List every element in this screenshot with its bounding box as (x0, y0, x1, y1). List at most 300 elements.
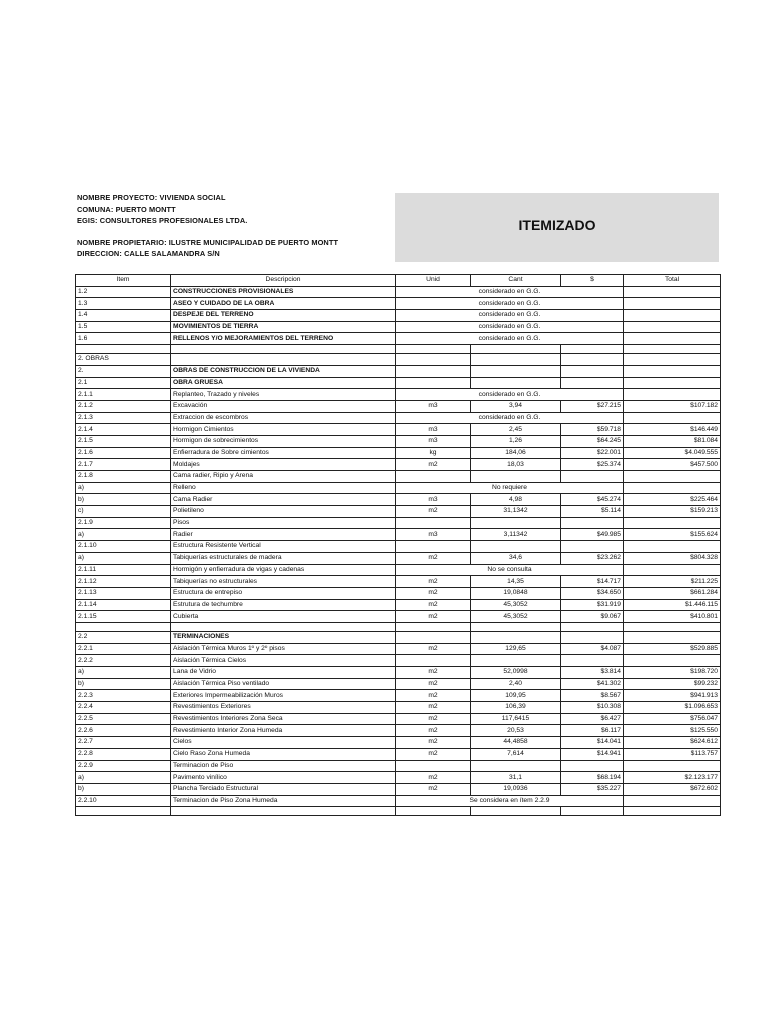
total-cell: $804.328 (624, 552, 721, 564)
description-cell: Pavimento vinílico (171, 772, 396, 784)
price-cell (561, 377, 624, 389)
price-cell: $41.302 (561, 678, 624, 690)
unit-cell (396, 517, 471, 529)
unit-cell: m3 (396, 424, 471, 436)
item-cell: 2. OBRAS (76, 354, 171, 366)
price-cell: $8.567 (561, 690, 624, 702)
quantity-cell: 45,3052 (471, 611, 561, 623)
table-row (76, 737, 721, 749)
table-row (76, 587, 721, 599)
table-header-row (76, 275, 721, 287)
unit-cell: m2 (396, 506, 471, 518)
price-cell: $14.041 (561, 737, 624, 749)
col-unid: Unid (396, 275, 471, 287)
item-cell: 2.2.8 (76, 748, 171, 760)
empty-cell (561, 807, 624, 816)
table-row (76, 459, 721, 471)
empty-cell (624, 622, 721, 631)
table-row (76, 725, 721, 737)
item-cell: a) (76, 667, 171, 679)
total-cell: $2.123.177 (624, 772, 721, 784)
table-row (76, 435, 721, 447)
total-cell (624, 471, 721, 483)
price-cell: $14.941 (561, 748, 624, 760)
unit-cell (396, 354, 471, 366)
quantity-cell: 45,3052 (471, 599, 561, 611)
description-cell: Replanteo, Trazado y niveles (171, 389, 396, 401)
description-cell: CONSTRUCCIONES PROVISIONALES (171, 286, 396, 298)
col-item: Item (76, 275, 171, 287)
quantity-cell: 19,0936 (471, 783, 561, 795)
table-row (76, 365, 721, 377)
note-cell: considerado en G.G. (396, 333, 624, 345)
table-row (76, 286, 721, 298)
item-cell: a) (76, 482, 171, 494)
description-cell: MOVIMIENTOS DE TIERRA (171, 321, 396, 333)
item-cell: 2.2.4 (76, 702, 171, 714)
item-cell: 1.4 (76, 310, 171, 322)
table-row (76, 447, 721, 459)
total-cell: $211.225 (624, 576, 721, 588)
empty-cell (171, 622, 396, 631)
price-cell: $49.985 (561, 529, 624, 541)
table-row (76, 377, 721, 389)
quantity-cell: 4,98 (471, 494, 561, 506)
empty-cell (561, 345, 624, 354)
unit-cell: m2 (396, 459, 471, 471)
total-cell: $672.602 (624, 783, 721, 795)
price-cell: $6.427 (561, 713, 624, 725)
empty-cell (76, 345, 171, 354)
quantity-cell (471, 517, 561, 529)
note-cell: considerado en G.G. (396, 389, 624, 401)
item-cell: 1.2 (76, 286, 171, 298)
price-cell (561, 354, 624, 366)
comuna: COMUNA: PUERTO MONTT (77, 204, 176, 214)
itemizado-table (75, 274, 721, 816)
table-row (76, 760, 721, 772)
total-cell (624, 310, 721, 322)
table-row (76, 678, 721, 690)
description-cell: Relleno (171, 482, 396, 494)
quantity-cell: 7,614 (471, 748, 561, 760)
description-cell: Lana de Vidrio (171, 667, 396, 679)
unit-cell: m2 (396, 611, 471, 623)
total-cell: $99.232 (624, 678, 721, 690)
total-cell (624, 541, 721, 553)
total-cell (624, 354, 721, 366)
price-cell: $35.227 (561, 783, 624, 795)
price-cell (561, 517, 624, 529)
empty-cell (171, 807, 396, 816)
description-cell: Plancha Terciado Estructural (171, 783, 396, 795)
total-cell: $457.500 (624, 459, 721, 471)
description-cell: Aislación Térmica Piso ventilado (171, 678, 396, 690)
description-cell: OBRA GRUESA (171, 377, 396, 389)
table-row (76, 611, 721, 623)
project-info (77, 192, 338, 260)
quantity-cell (471, 631, 561, 643)
price-cell: $59.718 (561, 424, 624, 436)
quantity-cell: 2,45 (471, 424, 561, 436)
description-cell: Moldajes (171, 459, 396, 471)
total-cell: $756.047 (624, 713, 721, 725)
total-cell (624, 564, 721, 576)
description-cell: Estrutura de techumbre (171, 599, 396, 611)
note-cell: considerado en G.G. (396, 321, 624, 333)
quantity-cell: 18,03 (471, 459, 561, 471)
total-cell: $225.464 (624, 494, 721, 506)
description-cell: Cubierta (171, 611, 396, 623)
total-cell (624, 365, 721, 377)
quantity-cell (471, 377, 561, 389)
quantity-cell: 44,4858 (471, 737, 561, 749)
quantity-cell: 31,1342 (471, 506, 561, 518)
description-cell: Revestimientos Interiores Zona Seca (171, 713, 396, 725)
item-cell: 2.2.10 (76, 795, 171, 807)
table-row (76, 389, 721, 401)
quantity-cell (471, 471, 561, 483)
table-row (76, 345, 721, 354)
item-cell: 2.1 (76, 377, 171, 389)
empty-cell (76, 807, 171, 816)
unit-cell: m2 (396, 725, 471, 737)
item-cell: b) (76, 678, 171, 690)
unit-cell: m3 (396, 400, 471, 412)
description-cell: Estructura de entrepiso (171, 587, 396, 599)
item-cell: 1.5 (76, 321, 171, 333)
table-body (76, 286, 721, 816)
quantity-cell: 117,6415 (471, 713, 561, 725)
table-row (76, 713, 721, 725)
price-cell: $22.001 (561, 447, 624, 459)
table-row (76, 333, 721, 345)
total-cell: $159.213 (624, 506, 721, 518)
price-cell: $34.650 (561, 587, 624, 599)
total-cell: $529.885 (624, 643, 721, 655)
empty-cell (471, 807, 561, 816)
table-row (76, 655, 721, 667)
item-cell: 1.6 (76, 333, 171, 345)
description-cell: Cama radier, Ripio y Arena (171, 471, 396, 483)
unit-cell (396, 631, 471, 643)
total-cell (624, 795, 721, 807)
quantity-cell: 1,26 (471, 435, 561, 447)
col-price: $ (561, 275, 624, 287)
description-cell: Tabiquerías no estructurales (171, 576, 396, 588)
egis: EGIS: CONSULTORES PROFESIONALES LTDA. (77, 216, 248, 225)
note-cell: considerado en G.G. (396, 310, 624, 322)
quantity-cell (471, 541, 561, 553)
quantity-cell: 3,94 (471, 400, 561, 412)
empty-cell (471, 622, 561, 631)
total-cell (624, 517, 721, 529)
description-cell: Cama Radier (171, 494, 396, 506)
quantity-cell: 14,35 (471, 576, 561, 588)
item-cell: a) (76, 552, 171, 564)
description-cell: Estructura Resistente Vertical (171, 541, 396, 553)
empty-cell (471, 345, 561, 354)
description-cell: Hormigon Cimientos (171, 424, 396, 436)
total-cell: $4.049.555 (624, 447, 721, 459)
table-row (76, 643, 721, 655)
table-row (76, 494, 721, 506)
table-row (76, 783, 721, 795)
table-row (76, 298, 721, 310)
item-cell: 2.2.3 (76, 690, 171, 702)
quantity-cell: 3,11342 (471, 529, 561, 541)
price-cell: $25.374 (561, 459, 624, 471)
price-cell: $14.717 (561, 576, 624, 588)
unit-cell (396, 655, 471, 667)
note-cell: considerado en G.G. (396, 412, 624, 424)
quantity-cell: 2,40 (471, 678, 561, 690)
table-row (76, 631, 721, 643)
unit-cell (396, 377, 471, 389)
total-cell: $113.757 (624, 748, 721, 760)
description-cell: RELLENOS Y/O MEJORAMIENTOS DEL TERRENO (171, 333, 396, 345)
quantity-cell (471, 354, 561, 366)
total-cell (624, 377, 721, 389)
quantity-cell: 184,06 (471, 447, 561, 459)
description-cell (171, 354, 396, 366)
price-cell: $68.194 (561, 772, 624, 784)
description-cell: Terminacion de Piso Zona Humeda (171, 795, 396, 807)
total-cell (624, 412, 721, 424)
item-cell: 2.2.6 (76, 725, 171, 737)
unit-cell: m2 (396, 737, 471, 749)
price-cell (561, 471, 624, 483)
item-cell: 2.1.8 (76, 471, 171, 483)
table-row (76, 772, 721, 784)
price-cell: $64.245 (561, 435, 624, 447)
col-descripcion: Descripcion (171, 275, 396, 287)
table-row (76, 795, 721, 807)
item-cell: 2.2.2 (76, 655, 171, 667)
unit-cell: m2 (396, 576, 471, 588)
table-row (76, 552, 721, 564)
total-cell (624, 655, 721, 667)
description-cell: Extraccion de escombros (171, 412, 396, 424)
unit-cell: m2 (396, 599, 471, 611)
item-cell: a) (76, 772, 171, 784)
price-cell: $10.308 (561, 702, 624, 714)
unit-cell: m2 (396, 748, 471, 760)
empty-cell (396, 345, 471, 354)
total-cell (624, 631, 721, 643)
table-row (76, 807, 721, 816)
total-cell: $1.096.653 (624, 702, 721, 714)
page-title: ITEMIZADO (518, 217, 596, 233)
note-cell: No se consulta (396, 564, 624, 576)
description-cell: DESPEJE DEL TERRENO (171, 310, 396, 322)
total-cell: $107.182 (624, 400, 721, 412)
unit-cell: kg (396, 447, 471, 459)
total-cell: $661.284 (624, 587, 721, 599)
total-cell (624, 333, 721, 345)
description-cell: Terminacion de Piso (171, 760, 396, 772)
description-cell: Cielo Raso Zona Humeda (171, 748, 396, 760)
item-cell: 2.1.14 (76, 599, 171, 611)
table-row (76, 702, 721, 714)
item-cell: 1.3 (76, 298, 171, 310)
price-cell (561, 760, 624, 772)
table-row (76, 310, 721, 322)
item-cell: 2.2.7 (76, 737, 171, 749)
unit-cell: m3 (396, 494, 471, 506)
note-cell: considerado en G.G. (396, 298, 624, 310)
price-cell (561, 365, 624, 377)
table-row (76, 412, 721, 424)
unit-cell: m2 (396, 783, 471, 795)
total-cell: $125.550 (624, 725, 721, 737)
total-cell (624, 760, 721, 772)
item-cell: 2.2.5 (76, 713, 171, 725)
note-cell: Se considera en ítem 2.2.9 (396, 795, 624, 807)
item-cell: 2.1.4 (76, 424, 171, 436)
unit-cell: m2 (396, 667, 471, 679)
price-cell: $45.274 (561, 494, 624, 506)
table-row (76, 424, 721, 436)
price-cell (561, 631, 624, 643)
table-row (76, 354, 721, 366)
description-cell: Radier (171, 529, 396, 541)
owner-name: NOMBRE PROPIETARIO: ILUSTRE MUNICIPALIDAD DE PUERTO MONTT (77, 237, 339, 247)
quantity-cell: 109,95 (471, 690, 561, 702)
table-row (76, 482, 721, 494)
quantity-cell: 52,0998 (471, 667, 561, 679)
item-cell: b) (76, 494, 171, 506)
total-cell: $146.449 (624, 424, 721, 436)
table-row (76, 599, 721, 611)
total-cell (624, 286, 721, 298)
empty-cell (76, 622, 171, 631)
table-row (76, 748, 721, 760)
table-row (76, 506, 721, 518)
price-cell: $3.814 (561, 667, 624, 679)
table-row (76, 622, 721, 631)
empty-cell (171, 345, 396, 354)
col-cant: Cant (471, 275, 561, 287)
description-cell: Aislación Térmica Cielos (171, 655, 396, 667)
empty-cell (624, 345, 721, 354)
quantity-cell: 129,65 (471, 643, 561, 655)
unit-cell (396, 760, 471, 772)
address: DIRECCION: CALLE SALAMANDRA S/N (77, 249, 220, 258)
price-cell (561, 541, 624, 553)
unit-cell: m2 (396, 678, 471, 690)
item-cell: c) (76, 506, 171, 518)
empty-cell (561, 622, 624, 631)
price-cell: $31.919 (561, 599, 624, 611)
item-cell: 2.2.9 (76, 760, 171, 772)
description-cell: Excavación (171, 400, 396, 412)
title-box (395, 193, 719, 262)
total-cell: $941.913 (624, 690, 721, 702)
item-cell: 2.1.3 (76, 412, 171, 424)
price-cell: $4.087 (561, 643, 624, 655)
empty-cell (396, 807, 471, 816)
quantity-cell: 19,0848 (471, 587, 561, 599)
quantity-cell (471, 760, 561, 772)
unit-cell: m2 (396, 713, 471, 725)
table-row (76, 529, 721, 541)
item-cell: 2.2.1 (76, 643, 171, 655)
unit-cell: m3 (396, 435, 471, 447)
empty-cell (624, 807, 721, 816)
description-cell: Cielos (171, 737, 396, 749)
unit-cell: m3 (396, 529, 471, 541)
item-cell: 2.1.11 (76, 564, 171, 576)
unit-cell: m2 (396, 690, 471, 702)
unit-cell (396, 541, 471, 553)
quantity-cell (471, 655, 561, 667)
table-row (76, 400, 721, 412)
description-cell: Revestimiento Interior Zona Humeda (171, 725, 396, 737)
description-cell: Polietileno (171, 506, 396, 518)
total-cell: $198.720 (624, 667, 721, 679)
price-cell: $6.117 (561, 725, 624, 737)
item-cell: 2. (76, 365, 171, 377)
item-cell: 2.1.12 (76, 576, 171, 588)
item-cell: a) (76, 529, 171, 541)
price-cell: $23.262 (561, 552, 624, 564)
price-cell (561, 655, 624, 667)
unit-cell (396, 471, 471, 483)
table-row (76, 576, 721, 588)
col-total: Total (624, 275, 721, 287)
item-cell: 2.2 (76, 631, 171, 643)
table-row (76, 667, 721, 679)
quantity-cell: 31,1 (471, 772, 561, 784)
table-row (76, 321, 721, 333)
total-cell (624, 298, 721, 310)
item-cell: 2.1.7 (76, 459, 171, 471)
description-cell: ASEO Y CUIDADO DE LA OBRA (171, 298, 396, 310)
unit-cell: m2 (396, 587, 471, 599)
total-cell: $410.801 (624, 611, 721, 623)
total-cell (624, 321, 721, 333)
price-cell: $9.067 (561, 611, 624, 623)
table-row (76, 690, 721, 702)
price-cell: $27.215 (561, 400, 624, 412)
project-name: NOMBRE PROYECTO: VIVIENDA SOCIAL (77, 193, 226, 202)
item-cell: 2.1.15 (76, 611, 171, 623)
quantity-cell: 106,39 (471, 702, 561, 714)
description-cell: Exteriores Impermeabilización Muros (171, 690, 396, 702)
unit-cell: m2 (396, 643, 471, 655)
table-row (76, 517, 721, 529)
description-cell: Hormigón y enfierradura de vigas y cadenas (171, 564, 396, 576)
total-cell (624, 482, 721, 494)
description-cell: Pisos (171, 517, 396, 529)
total-cell: $624.612 (624, 737, 721, 749)
total-cell: $155.624 (624, 529, 721, 541)
item-cell: 2.1.6 (76, 447, 171, 459)
description-cell: Hormigon de sobrecimientos (171, 435, 396, 447)
description-cell: Tabiquerías estructurales de madera (171, 552, 396, 564)
description-cell: OBRAS DE CONSTRUCCION DE LA VIVIENDA (171, 365, 396, 377)
note-cell: No requiere (396, 482, 624, 494)
unit-cell: m2 (396, 772, 471, 784)
description-cell: TERMINACIONES (171, 631, 396, 643)
unit-cell: m2 (396, 552, 471, 564)
quantity-cell: 34,6 (471, 552, 561, 564)
item-cell: b) (76, 783, 171, 795)
table-row (76, 471, 721, 483)
note-cell: considerado en G.G. (396, 286, 624, 298)
table-row (76, 541, 721, 553)
